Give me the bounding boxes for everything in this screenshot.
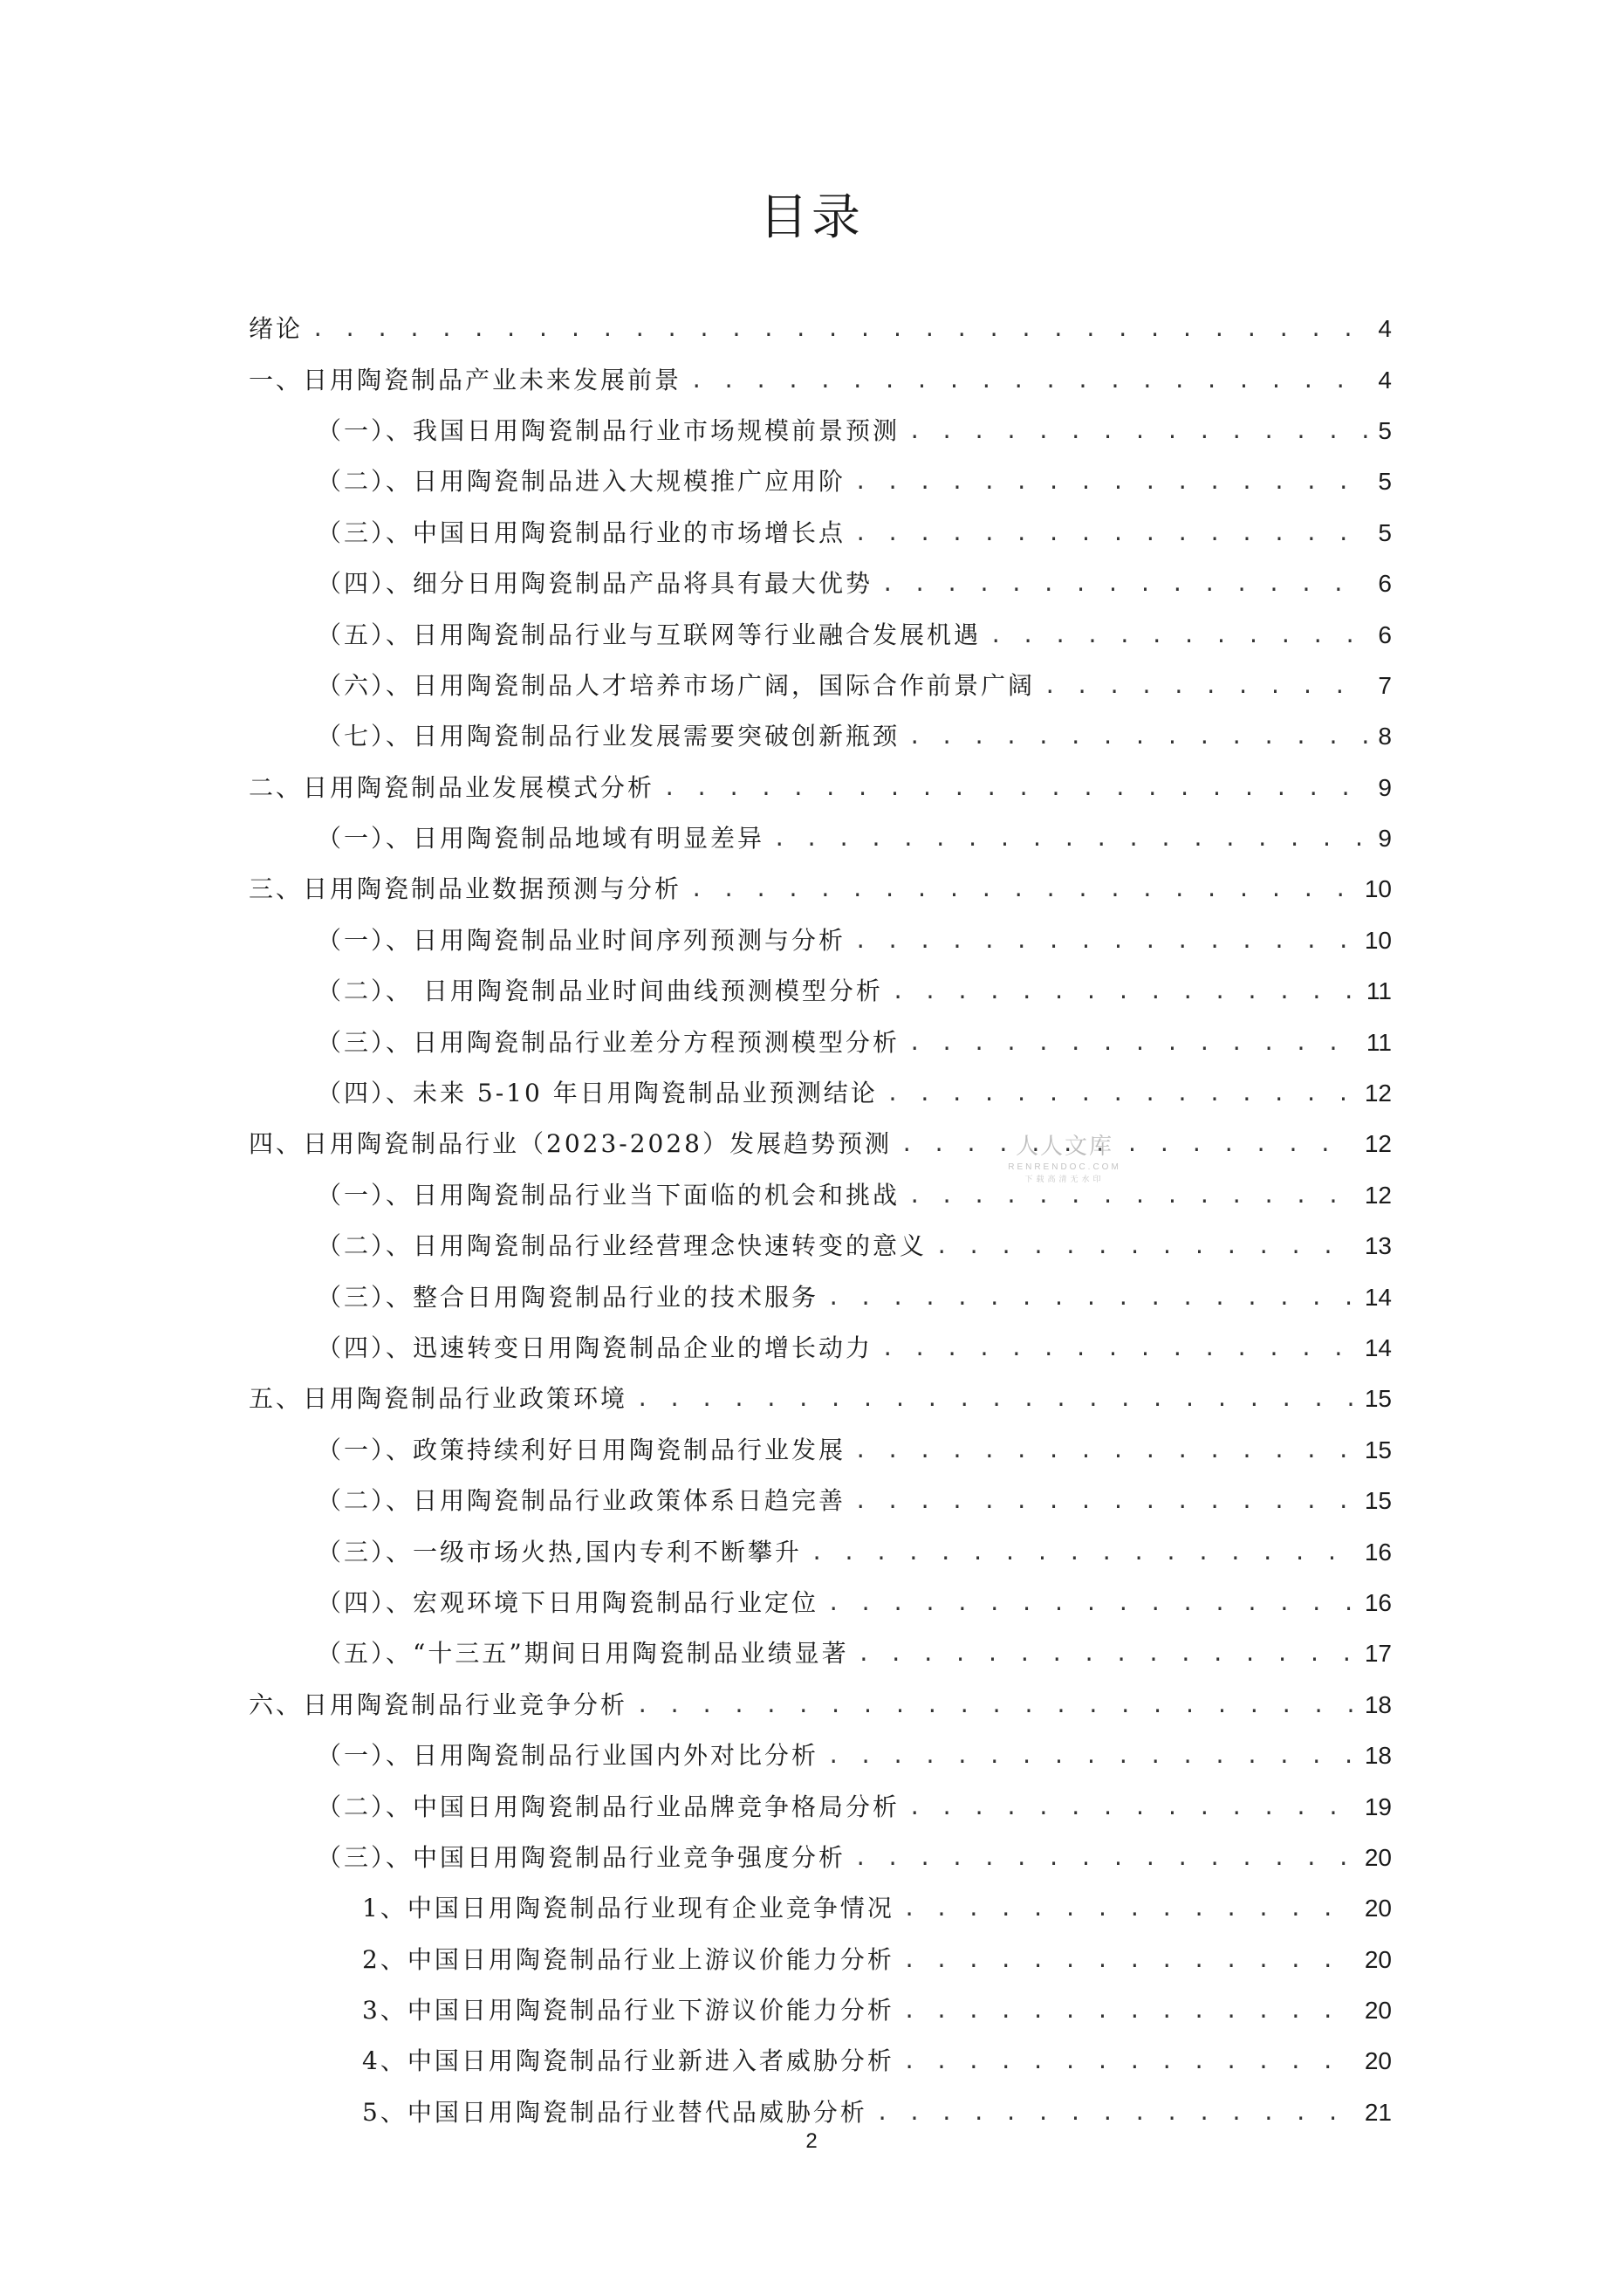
toc-entry[interactable] <box>249 1628 1392 1679</box>
toc-entry[interactable] <box>249 1170 1392 1221</box>
watermark <box>977 1128 1152 1184</box>
toc-dot-leader <box>827 1745 1356 1766</box>
toc-dot-leader <box>854 930 1356 951</box>
toc-entry[interactable] <box>249 304 1392 354</box>
toc-entry-title: （三）、日用陶瓷制品行业差分方程预测模型分析 <box>317 1027 901 1057</box>
toc-entry[interactable] <box>249 609 1392 660</box>
toc-entry-page: 5 <box>1378 518 1392 546</box>
toc-entry-page: 8 <box>1378 723 1392 750</box>
toc-entry-title: （一）、政策持续利好日用陶瓷制品行业发展 <box>317 1435 846 1464</box>
toc-dot-leader <box>887 1083 1356 1104</box>
toc-dot-leader <box>908 1185 1356 1206</box>
toc-entry-title: 五、日用陶瓷制品行业政策环境 <box>249 1384 628 1414</box>
toc-dot-leader <box>773 828 1369 849</box>
toc-entry[interactable] <box>249 508 1392 559</box>
toc-entry-title: 4、中国日用陶瓷制品行业新进入者威胁分析 <box>362 2046 894 2076</box>
toc-dot-leader <box>903 2000 1356 2021</box>
toc-entry[interactable] <box>249 1425 1392 1476</box>
toc-entry-page: 7 <box>1378 671 1392 699</box>
toc-entry-title: （七）、日用陶瓷制品行业发展需要突破创新瓶颈 <box>317 722 901 751</box>
toc-dot-leader <box>903 2051 1356 2072</box>
toc-entry[interactable] <box>249 1935 1392 1985</box>
toc-entry-title: 二、日用陶瓷制品业发展模式分析 <box>249 772 655 802</box>
toc-entry-title: （五）、日用陶瓷制品行业与互联网等行业融合发展机遇 <box>317 620 982 649</box>
page-title: 目录 <box>759 189 864 246</box>
toc-entry[interactable] <box>249 1476 1392 1526</box>
toc-entry-page: 20 <box>1364 1843 1392 1871</box>
toc-entry[interactable] <box>249 1526 1392 1577</box>
toc-entry-page: 19 <box>1364 1792 1392 1820</box>
toc-entry-page: 9 <box>1378 773 1392 801</box>
toc-entry[interactable] <box>249 1271 1392 1322</box>
watermark-logo-text: 人人文库 <box>1015 1134 1113 1160</box>
toc-entry-title: （三）、中国日用陶瓷制品行业竞争强度分析 <box>317 1842 846 1872</box>
toc-entry-page: 4 <box>1378 315 1392 343</box>
toc-entry-title: （一）、我国日用陶瓷制品行业市场规模前景预测 <box>317 415 901 445</box>
toc-entry-title: （二）、中国日用陶瓷制品行业品牌竞争格局分析 <box>317 1792 901 1821</box>
watermark-domain: RENRENDOC.COM <box>1008 1162 1121 1172</box>
toc-entry-page: 14 <box>1364 1334 1392 1361</box>
toc-entry-page: 20 <box>1364 1895 1392 1922</box>
toc-entry-page: 10 <box>1364 875 1392 903</box>
toc-entry-page: 5 <box>1378 416 1392 444</box>
toc-entry-title: （一）、日用陶瓷制品业时间序列预测与分析 <box>317 925 846 955</box>
toc-entry[interactable] <box>249 966 1392 1017</box>
toc-dot-leader <box>881 573 1369 594</box>
toc-entry-title: （五）、“十三五”期间日用陶瓷制品业绩显著 <box>317 1639 849 1669</box>
toc-entry[interactable] <box>249 1578 1392 1628</box>
toc-entry-title: 三、日用陶瓷制品业数据预测与分析 <box>249 874 682 904</box>
toc-entry-title: （二）、日用陶瓷制品行业经营理念快速转变的意义 <box>317 1231 928 1261</box>
toc-entry[interactable] <box>249 1833 1392 1883</box>
toc-entry-title: 2、中国日用陶瓷制品行业上游议价能力分析 <box>362 1944 894 1974</box>
toc-entry[interactable] <box>249 1781 1392 1832</box>
toc-dot-leader <box>854 1440 1356 1461</box>
toc-entry-title: （四）、细分日用陶瓷制品产品将具有最大优势 <box>317 569 873 599</box>
toc-dot-leader <box>892 981 1358 1002</box>
toc-entry-page: 12 <box>1364 1130 1392 1158</box>
toc-entry-title: 5、中国日用陶瓷制品行业替代品威胁分析 <box>362 2097 867 2127</box>
toc-entry-title: （三）、中国日用陶瓷制品行业的市场增长点 <box>317 517 846 547</box>
toc-dot-leader <box>854 471 1369 492</box>
toc-entry-title: （二）、日用陶瓷制品行业政策体系日趋完善 <box>317 1486 846 1516</box>
toc-entry-title: 1、中国日用陶瓷制品行业现有企业竞争情况 <box>362 1894 894 1923</box>
toc-entry-page: 15 <box>1364 1487 1392 1515</box>
toc-dot-leader <box>663 778 1369 798</box>
toc-entry-page: 9 <box>1378 825 1392 853</box>
toc-dot-leader <box>312 319 1369 339</box>
toc-entry-title: 3、中国日用陶瓷制品行业下游议价能力分析 <box>362 1996 894 2025</box>
toc-dot-leader <box>636 1388 1356 1409</box>
toc-entry-title: 一、日用陶瓷制品产业未来发展前景 <box>249 365 682 394</box>
toc-entry-page: 12 <box>1364 1079 1392 1107</box>
toc-entry-page: 20 <box>1364 2047 1392 2075</box>
toc-entry-page: 10 <box>1364 926 1392 954</box>
toc-entry-page: 14 <box>1364 1283 1392 1311</box>
toc-dot-leader <box>908 1032 1358 1053</box>
toc-entry-title: （三）、整合日用陶瓷制品行业的技术服务 <box>317 1282 819 1312</box>
toc-entry-page: 20 <box>1364 1945 1392 1973</box>
toc-entry[interactable] <box>249 1680 1392 1731</box>
toc-dot-leader <box>903 1950 1356 1970</box>
toc-entry-title: （一）、日用陶瓷制品行业当下面临的机会和挑战 <box>317 1180 901 1210</box>
toc-dot-leader <box>827 1593 1356 1614</box>
toc-dot-leader <box>858 1643 1356 1664</box>
toc-entry[interactable] <box>249 456 1392 507</box>
toc-entry[interactable] <box>249 1119 1392 1169</box>
toc-dot-leader <box>935 1236 1356 1257</box>
toc-dot-leader <box>1044 675 1369 696</box>
toc-dot-leader <box>690 879 1356 900</box>
toc-entry-title: （一）、日用陶瓷制品行业国内外对比分析 <box>317 1741 819 1771</box>
toc-entry-page: 18 <box>1364 1742 1392 1770</box>
toc-entry-title: （一）、日用陶瓷制品地域有明显差异 <box>317 824 765 853</box>
toc-entry-title: （六）、日用陶瓷制品人才培养市场广阔，国际合作前景广阔 <box>317 670 1036 700</box>
toc-dot-leader <box>690 370 1369 391</box>
toc-entry-page: 6 <box>1378 570 1392 598</box>
toc-entry-page: 5 <box>1378 468 1392 496</box>
toc-dot-leader <box>990 625 1369 646</box>
toc-dot-leader <box>881 1338 1356 1359</box>
toc-entry[interactable] <box>249 711 1392 762</box>
toc-entry[interactable] <box>249 763 1392 813</box>
toc-entry-page: 18 <box>1364 1690 1392 1718</box>
toc-entry[interactable] <box>249 1883 1392 1934</box>
toc-entry-page: 11 <box>1366 1028 1392 1056</box>
toc-entry[interactable] <box>249 915 1392 966</box>
toc-entry[interactable] <box>249 1068 1392 1119</box>
toc-entry[interactable] <box>249 813 1392 864</box>
toc-dot-leader <box>636 1695 1356 1716</box>
toc-entry-title: 绪论 <box>249 314 304 344</box>
toc-entry-page: 15 <box>1364 1436 1392 1463</box>
toc-entry-title: 六、日用陶瓷制品行业竞争分析 <box>249 1689 628 1719</box>
toc-entry-page: 16 <box>1364 1538 1392 1566</box>
toc-entry[interactable] <box>249 1731 1392 1781</box>
toc-entry-title: （四）、未来 5-10 年日用陶瓷制品业预测结论 <box>317 1079 878 1108</box>
toc-entry-title: （三）、一级市场火热,国内专利不断攀升 <box>317 1537 802 1566</box>
toc-entry[interactable] <box>249 1985 1392 2036</box>
table-of-contents <box>249 304 1392 2138</box>
page-number: 2 <box>805 2129 818 2153</box>
toc-entry-page: 21 <box>1364 2098 1392 2126</box>
toc-entry[interactable] <box>249 406 1392 456</box>
toc-dot-leader <box>827 1287 1356 1308</box>
toc-entry-title: （四）、宏观环境下日用陶瓷制品行业定位 <box>317 1587 819 1617</box>
toc-entry-page: 20 <box>1364 1997 1392 2025</box>
toc-dot-leader <box>908 421 1369 442</box>
toc-entry-page: 12 <box>1364 1181 1392 1209</box>
toc-entry-page: 6 <box>1378 620 1392 648</box>
toc-entry[interactable] <box>249 1017 1392 1067</box>
toc-dot-leader <box>908 726 1369 747</box>
toc-entry-page: 16 <box>1364 1588 1392 1616</box>
toc-dot-leader <box>854 523 1369 544</box>
toc-entry-title: （二）、日用陶瓷制品进入大规模推广应用阶 <box>317 467 846 497</box>
toc-entry[interactable] <box>249 354 1392 405</box>
toc-entry-title: （四）、迅速转变日用陶瓷制品企业的增长动力 <box>317 1333 873 1362</box>
toc-entry[interactable] <box>249 1323 1392 1374</box>
toc-dot-leader <box>854 1847 1356 1868</box>
watermark-caption: 下载高清无水印 <box>1024 1175 1105 1184</box>
toc-entry[interactable] <box>249 1374 1392 1424</box>
toc-dot-leader <box>908 1797 1356 1818</box>
toc-entry-page: 15 <box>1364 1385 1392 1413</box>
toc-dot-leader <box>811 1542 1356 1563</box>
toc-entry[interactable] <box>249 661 1392 711</box>
toc-entry-page: 17 <box>1364 1640 1392 1668</box>
toc-entry-title: 四、日用陶瓷制品行业（2023-2028）发展趋势预测 <box>249 1129 892 1159</box>
toc-dot-leader <box>903 1898 1356 1919</box>
toc-dot-leader <box>854 1491 1356 1511</box>
toc-entry-page: 11 <box>1366 977 1392 1005</box>
toc-entry-page: 13 <box>1364 1232 1392 1260</box>
toc-entry[interactable] <box>249 559 1392 609</box>
toc-entry[interactable] <box>249 864 1392 915</box>
toc-entry-title: （二）、 日用陶瓷制品业时间曲线预测模型分析 <box>317 977 883 1006</box>
toc-entry-page: 4 <box>1378 366 1392 394</box>
toc-entry[interactable] <box>249 2036 1392 2087</box>
toc-entry[interactable] <box>249 1221 1392 1271</box>
toc-dot-leader <box>876 2102 1356 2123</box>
